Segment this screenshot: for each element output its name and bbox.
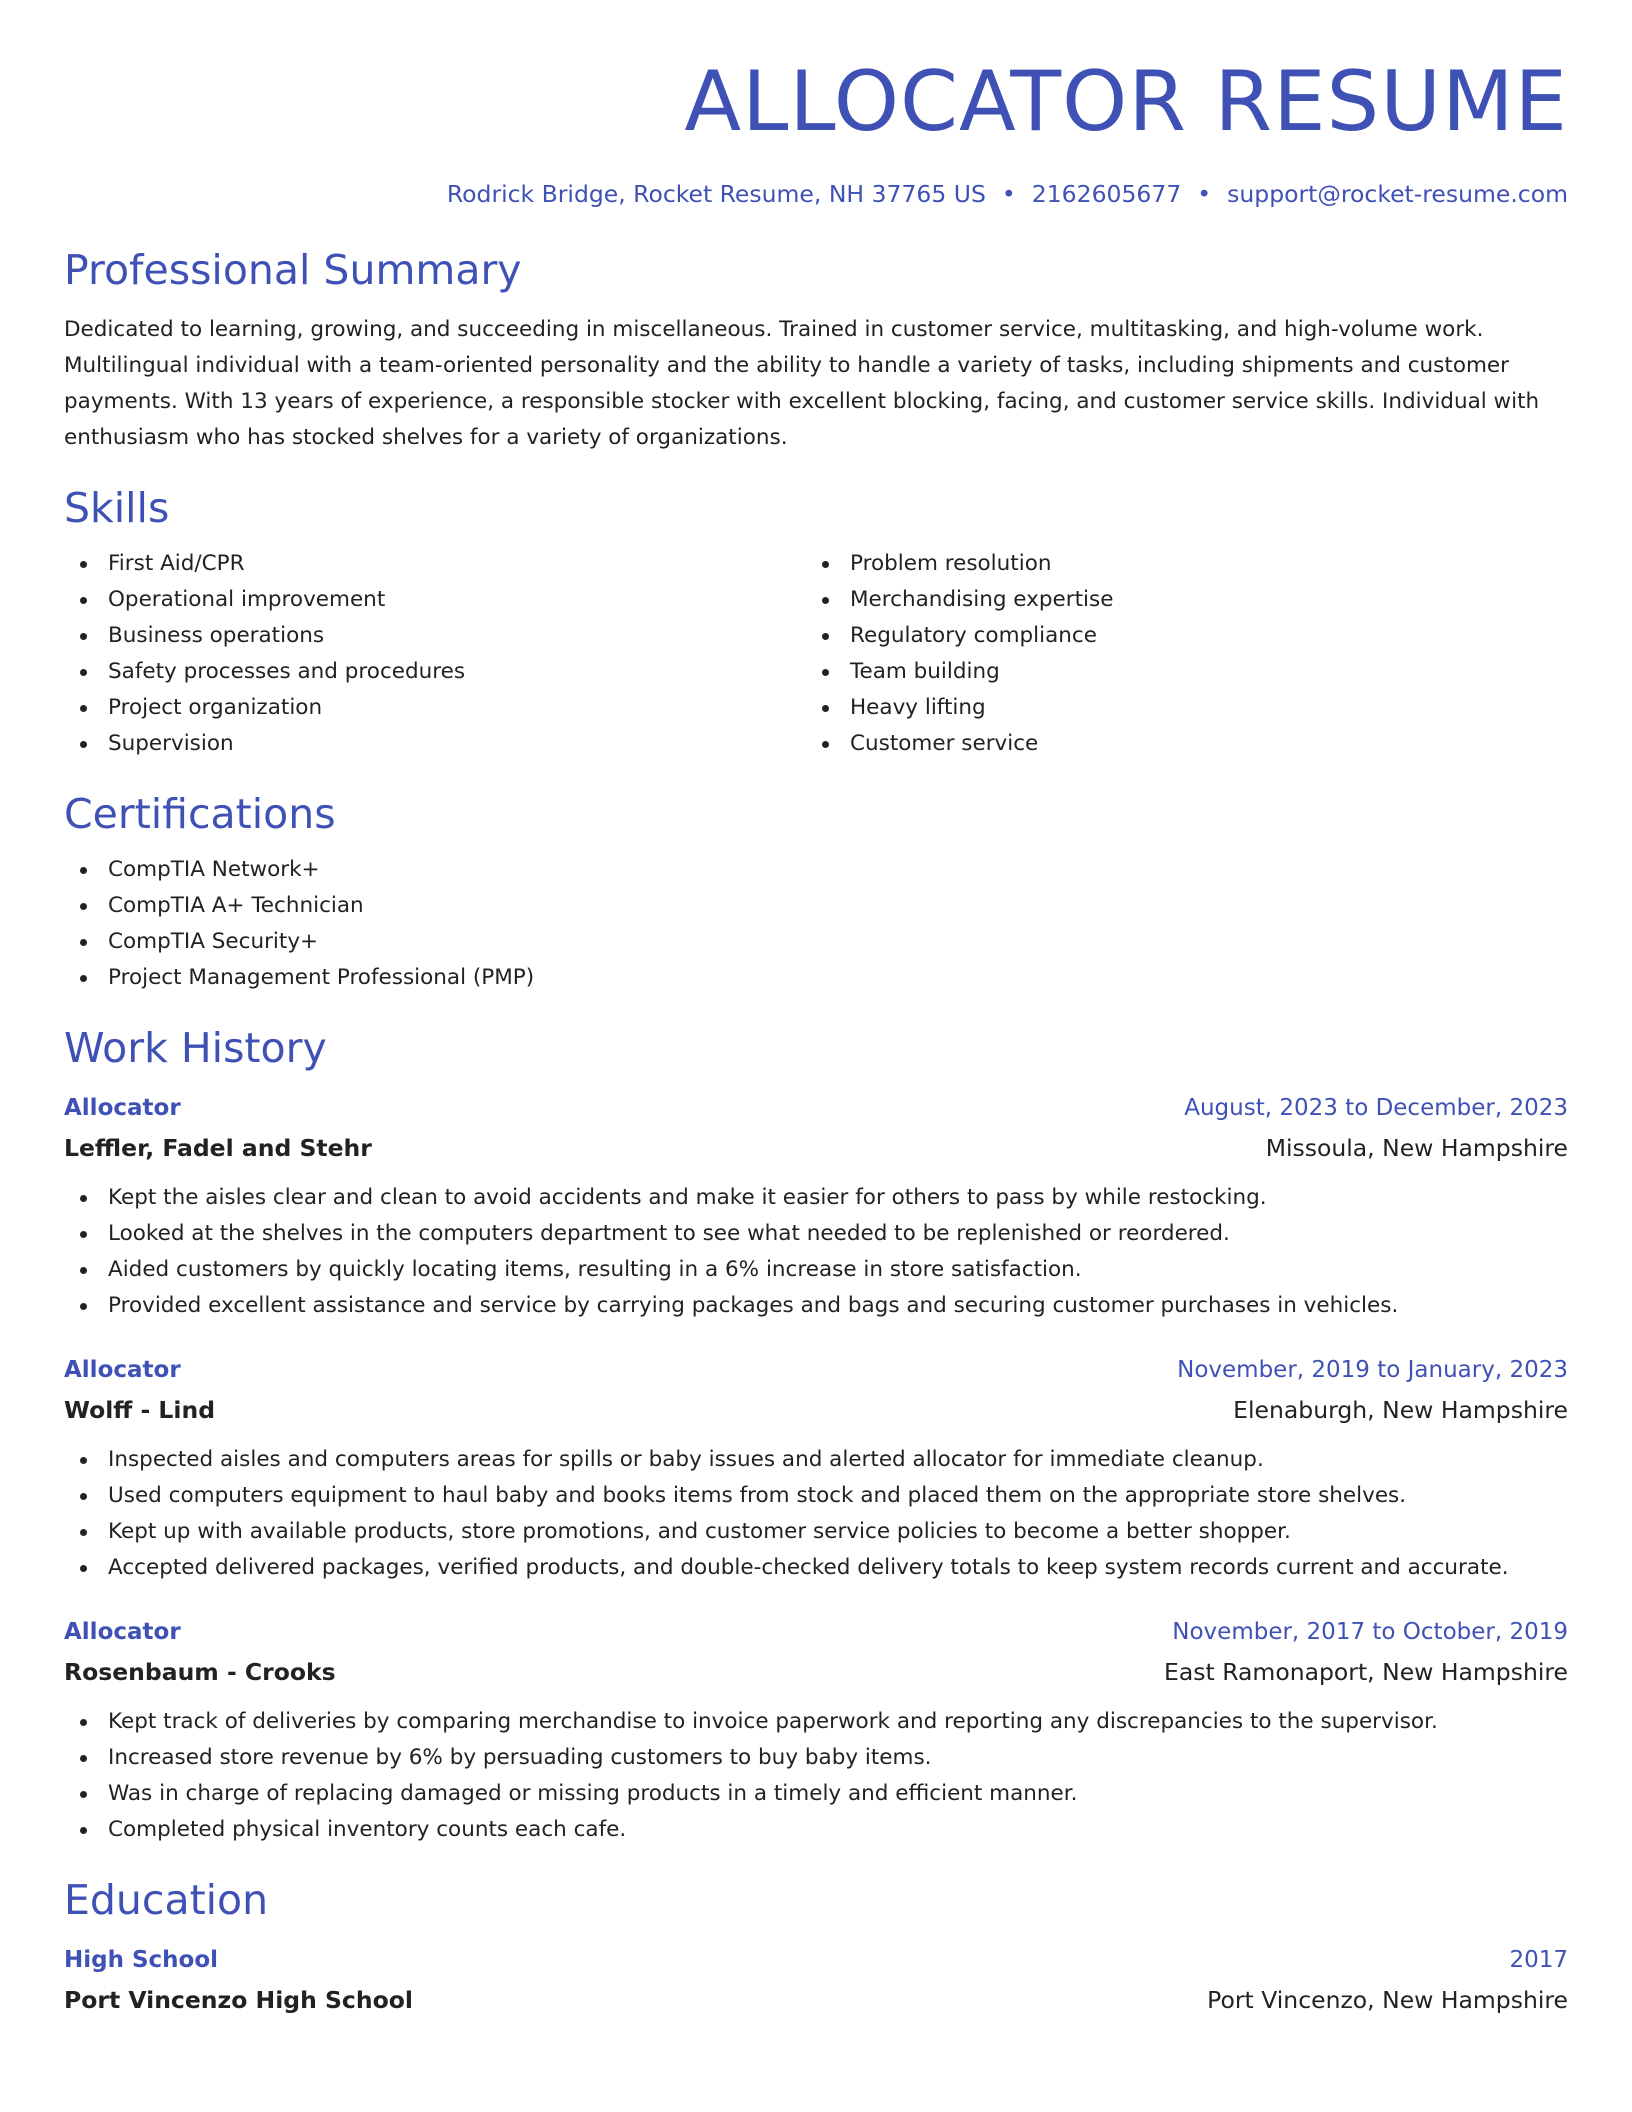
certifications-list (64, 852, 1568, 996)
job-bullets (64, 1180, 1568, 1324)
job-company: Wolff - Lind (64, 1396, 216, 1424)
job-company: Rosenbaum - Crooks (64, 1658, 336, 1686)
section-title-work-history: Work History (64, 1024, 327, 1072)
education-school: Port Vincenzo High School (64, 1986, 413, 2014)
resume-header (64, 53, 1568, 210)
job-entry (64, 1612, 1568, 1848)
job-bullet: Kept track of deliveries by comparing merchandise to invoice paperwork and reporting any discrepancies to the supervisor. (64, 1704, 1568, 1740)
skill-item: Supervision (64, 726, 806, 762)
contact-line (64, 178, 1568, 210)
job-entry (64, 1088, 1568, 1324)
skills-list-left (64, 546, 806, 762)
job-title: Allocator (64, 1619, 181, 1645)
job-bullet: Aided customers by quickly locating items, resulting in a 6% increase in store satisfaction. (64, 1252, 1568, 1288)
job-bullet: Kept up with available products, store promotions, and customer service policies to become a better shopper. (64, 1514, 1568, 1550)
job-header-row (64, 1088, 1568, 1128)
contact-separator: • (1197, 180, 1212, 208)
work-history-section (64, 1022, 1568, 1848)
certifications-section (64, 788, 1568, 996)
job-dates: November, 2019 to January, 2023 (1177, 1357, 1568, 1383)
job-dates: November, 2017 to October, 2019 (1172, 1619, 1568, 1645)
education-header-row (64, 1940, 1568, 1980)
job-company: Leffler, Fadel and Stehr (64, 1134, 372, 1162)
skill-item: Project organization (64, 690, 806, 726)
contact-phone[interactable]: 2162605677 (1031, 180, 1182, 208)
skill-item: Regulatory compliance (806, 618, 1548, 654)
contact-email[interactable]: support@rocket-resume.com (1227, 180, 1568, 208)
certification-item: CompTIA Security+ (64, 924, 1568, 960)
job-company-row (64, 1652, 1568, 1692)
section-title-skills: Skills (64, 484, 170, 532)
job-entry (64, 1350, 1568, 1586)
job-bullet: Accepted delivered packages, verified products, and double-checked delivery totals to keep system records current and accurate. (64, 1550, 1568, 1586)
education-year: 2017 (1509, 1947, 1568, 1973)
certification-item: CompTIA A+ Technician (64, 888, 1568, 924)
job-bullets (64, 1442, 1568, 1586)
section-title-certifications: Certifications (64, 790, 336, 838)
skills-grid (64, 546, 1568, 762)
job-location: Missoula, New Hampshire (1265, 1134, 1568, 1162)
education-school-row (64, 1980, 1568, 2020)
skill-item: Safety processes and procedures (64, 654, 806, 690)
contact-address: Rodrick Bridge, Rocket Resume, NH 37765 US (446, 180, 986, 208)
skill-item: Business operations (64, 618, 806, 654)
job-location: Elenaburgh, New Hampshire (1233, 1396, 1568, 1424)
contact-separator: • (1001, 180, 1016, 208)
skill-item: Operational improvement (64, 582, 806, 618)
certification-item: Project Management Professional (PMP) (64, 960, 1568, 996)
skill-item: Team building (806, 654, 1548, 690)
section-title-summary: Professional Summary (64, 246, 522, 294)
job-bullets (64, 1704, 1568, 1848)
job-location: East Ramonaport, New Hampshire (1164, 1658, 1568, 1686)
job-bullet: Was in charge of replacing damaged or missing products in a timely and efficient manner. (64, 1776, 1568, 1812)
job-header-row (64, 1350, 1568, 1390)
resume-name: ALLOCATOR RESUME (684, 53, 1568, 150)
job-bullet: Completed physical inventory counts each cafe. (64, 1812, 1568, 1848)
education-section (64, 1874, 1568, 2020)
summary-section (64, 244, 1568, 456)
skill-item: Merchandising expertise (806, 582, 1548, 618)
section-title-education: Education (64, 1876, 269, 1924)
skill-item: Heavy lifting (806, 690, 1548, 726)
skills-section (64, 482, 1568, 762)
education-location: Port Vincenzo, New Hampshire (1207, 1986, 1568, 2014)
education-degree: High School (64, 1947, 219, 1973)
job-bullet: Looked at the shelves in the computers department to see what needed to be replenished or reordered. (64, 1216, 1568, 1252)
job-title: Allocator (64, 1095, 181, 1121)
job-bullet: Inspected aisles and computers areas for spills or baby issues and alerted allocator for immediate cleanup. (64, 1442, 1568, 1478)
education-entry (64, 1940, 1568, 2020)
summary-text: Dedicated to learning, growing, and succeeding in miscellaneous. Trained in customer service, multitasking, and high-volume work. Multilingual individual with a team-oriented personality and the ability to handle a variety of tasks, including shipments and customer payments. With 13 years of experience, a responsible stocker with excellent blocking, facing, and customer service skills. Individual with enthusiasm who has stocked shelves for a variety of organizations. (64, 317, 1540, 450)
job-title: Allocator (64, 1357, 181, 1383)
job-company-row (64, 1128, 1568, 1168)
skill-item: First Aid/CPR (64, 546, 806, 582)
resume-page (64, 53, 1568, 2020)
job-bullet: Increased store revenue by 6% by persuading customers to buy baby items. (64, 1740, 1568, 1776)
skill-item: Customer service (806, 726, 1548, 762)
job-bullet: Provided excellent assistance and service by carrying packages and bags and securing customer purchases in vehicles. (64, 1288, 1568, 1324)
job-bullet: Used computers equipment to haul baby and books items from stock and placed them on the appropriate store shelves. (64, 1478, 1568, 1514)
skills-list-right (806, 546, 1548, 762)
skill-item: Problem resolution (806, 546, 1548, 582)
job-header-row (64, 1612, 1568, 1652)
job-company-row (64, 1390, 1568, 1430)
job-dates: August, 2023 to December, 2023 (1184, 1095, 1568, 1121)
job-bullet: Kept the aisles clear and clean to avoid accidents and make it easier for others to pass by while restocking. (64, 1180, 1568, 1216)
certification-item: CompTIA Network+ (64, 852, 1568, 888)
